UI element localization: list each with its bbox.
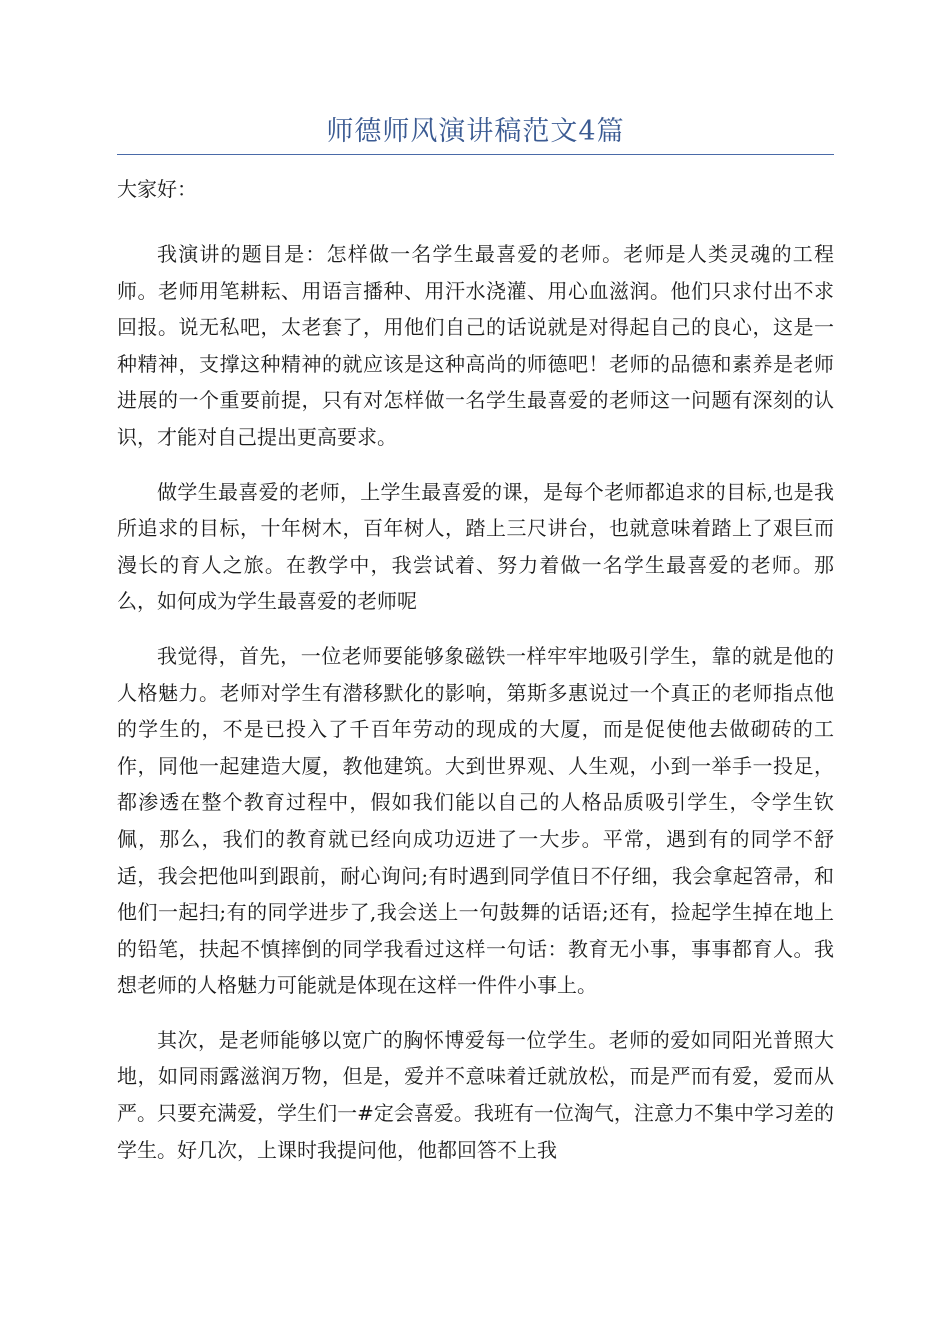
document-page bbox=[117, 0, 834, 1168]
paragraph-2: 做学生最喜爱的老师，上学生最喜爱的课，是每个老师都追求的目标,也是我所追求的目标，十年树木，百年树人，踏上三尺讲台，也就意味着踏上了艰巨而漫长的育人之旅。在教学中，我尝试着、努力着做一名学生最喜爱的老师。那么，如何成为学生最喜爱的老师呢 bbox=[117, 479, 834, 614]
paragraph-1: 我演讲的题目是：怎样做一名学生最喜爱的老师。老师是人类灵魂的工程师。老师用笔耕耘、用语言播种、用汗水浇灌、用心血滋润。他们只求付出不求回报。说无私吧，太老套了，用他们自己的话说就是对得起自己的良心，这是一种精神，支撑这种精神的就应该是这种高尚的师德吧！老师的品德和素养是老师进展的一个重要前提，只有对怎样做一名学生最喜爱的老师这一问题有深刻的认识，才能对自己提出更高要求。 bbox=[117, 242, 834, 449]
document-title: 师德师风演讲稿范文4篇 bbox=[326, 116, 625, 147]
title-underline bbox=[117, 154, 834, 155]
paragraph-4: 其次，是老师能够以宽广的胸怀博爱每一位学生。老师的爱如同阳光普照大地，如同雨露滋润万物，但是，爱并不意味着迁就放松，而是严而有爱，爱而从严。只要充满爱，学生们一#定会喜爱。我班有一位淘气，注意力不集中学习差的学生。好几次，上课时我提问他，他都回答不上我 bbox=[117, 1027, 834, 1162]
paragraph-3: 我觉得，首先，一位老师要能够象磁铁一样牢牢地吸引学生，靠的就是他的人格魅力。老师对学生有潜移默化的影响，第斯多惠说过一个真正的老师指点他的学生的，不是已投入了千百年劳动的现成的大厦，而是促使他去做砌砖的工作，同他一起建造大厦，教他建筑。大到世界观、人生观，小到一举手一投足，都渗透在整个教育过程中，假如我们能以自己的人格品质吸引学生，令学生钦佩，那么，我们的教育就已经向成功迈进了一大步。平常，遇到有的同学不舒适，我会把他叫到跟前，耐心询问;有时遇到同学值日不仔细，我会拿起笤帚，和他们一起扫;有的同学进步了,我会送上一句鼓舞的话语;还有，捡起学生掉在地上的铅笔，扶起不慎摔倒的同学我看过这样一句话：教育无小事，事事都育人。我想老师的人格魅力可能就是体现在这样一件件小事上。 bbox=[117, 643, 834, 998]
greeting-line: 大家好： bbox=[117, 177, 197, 201]
